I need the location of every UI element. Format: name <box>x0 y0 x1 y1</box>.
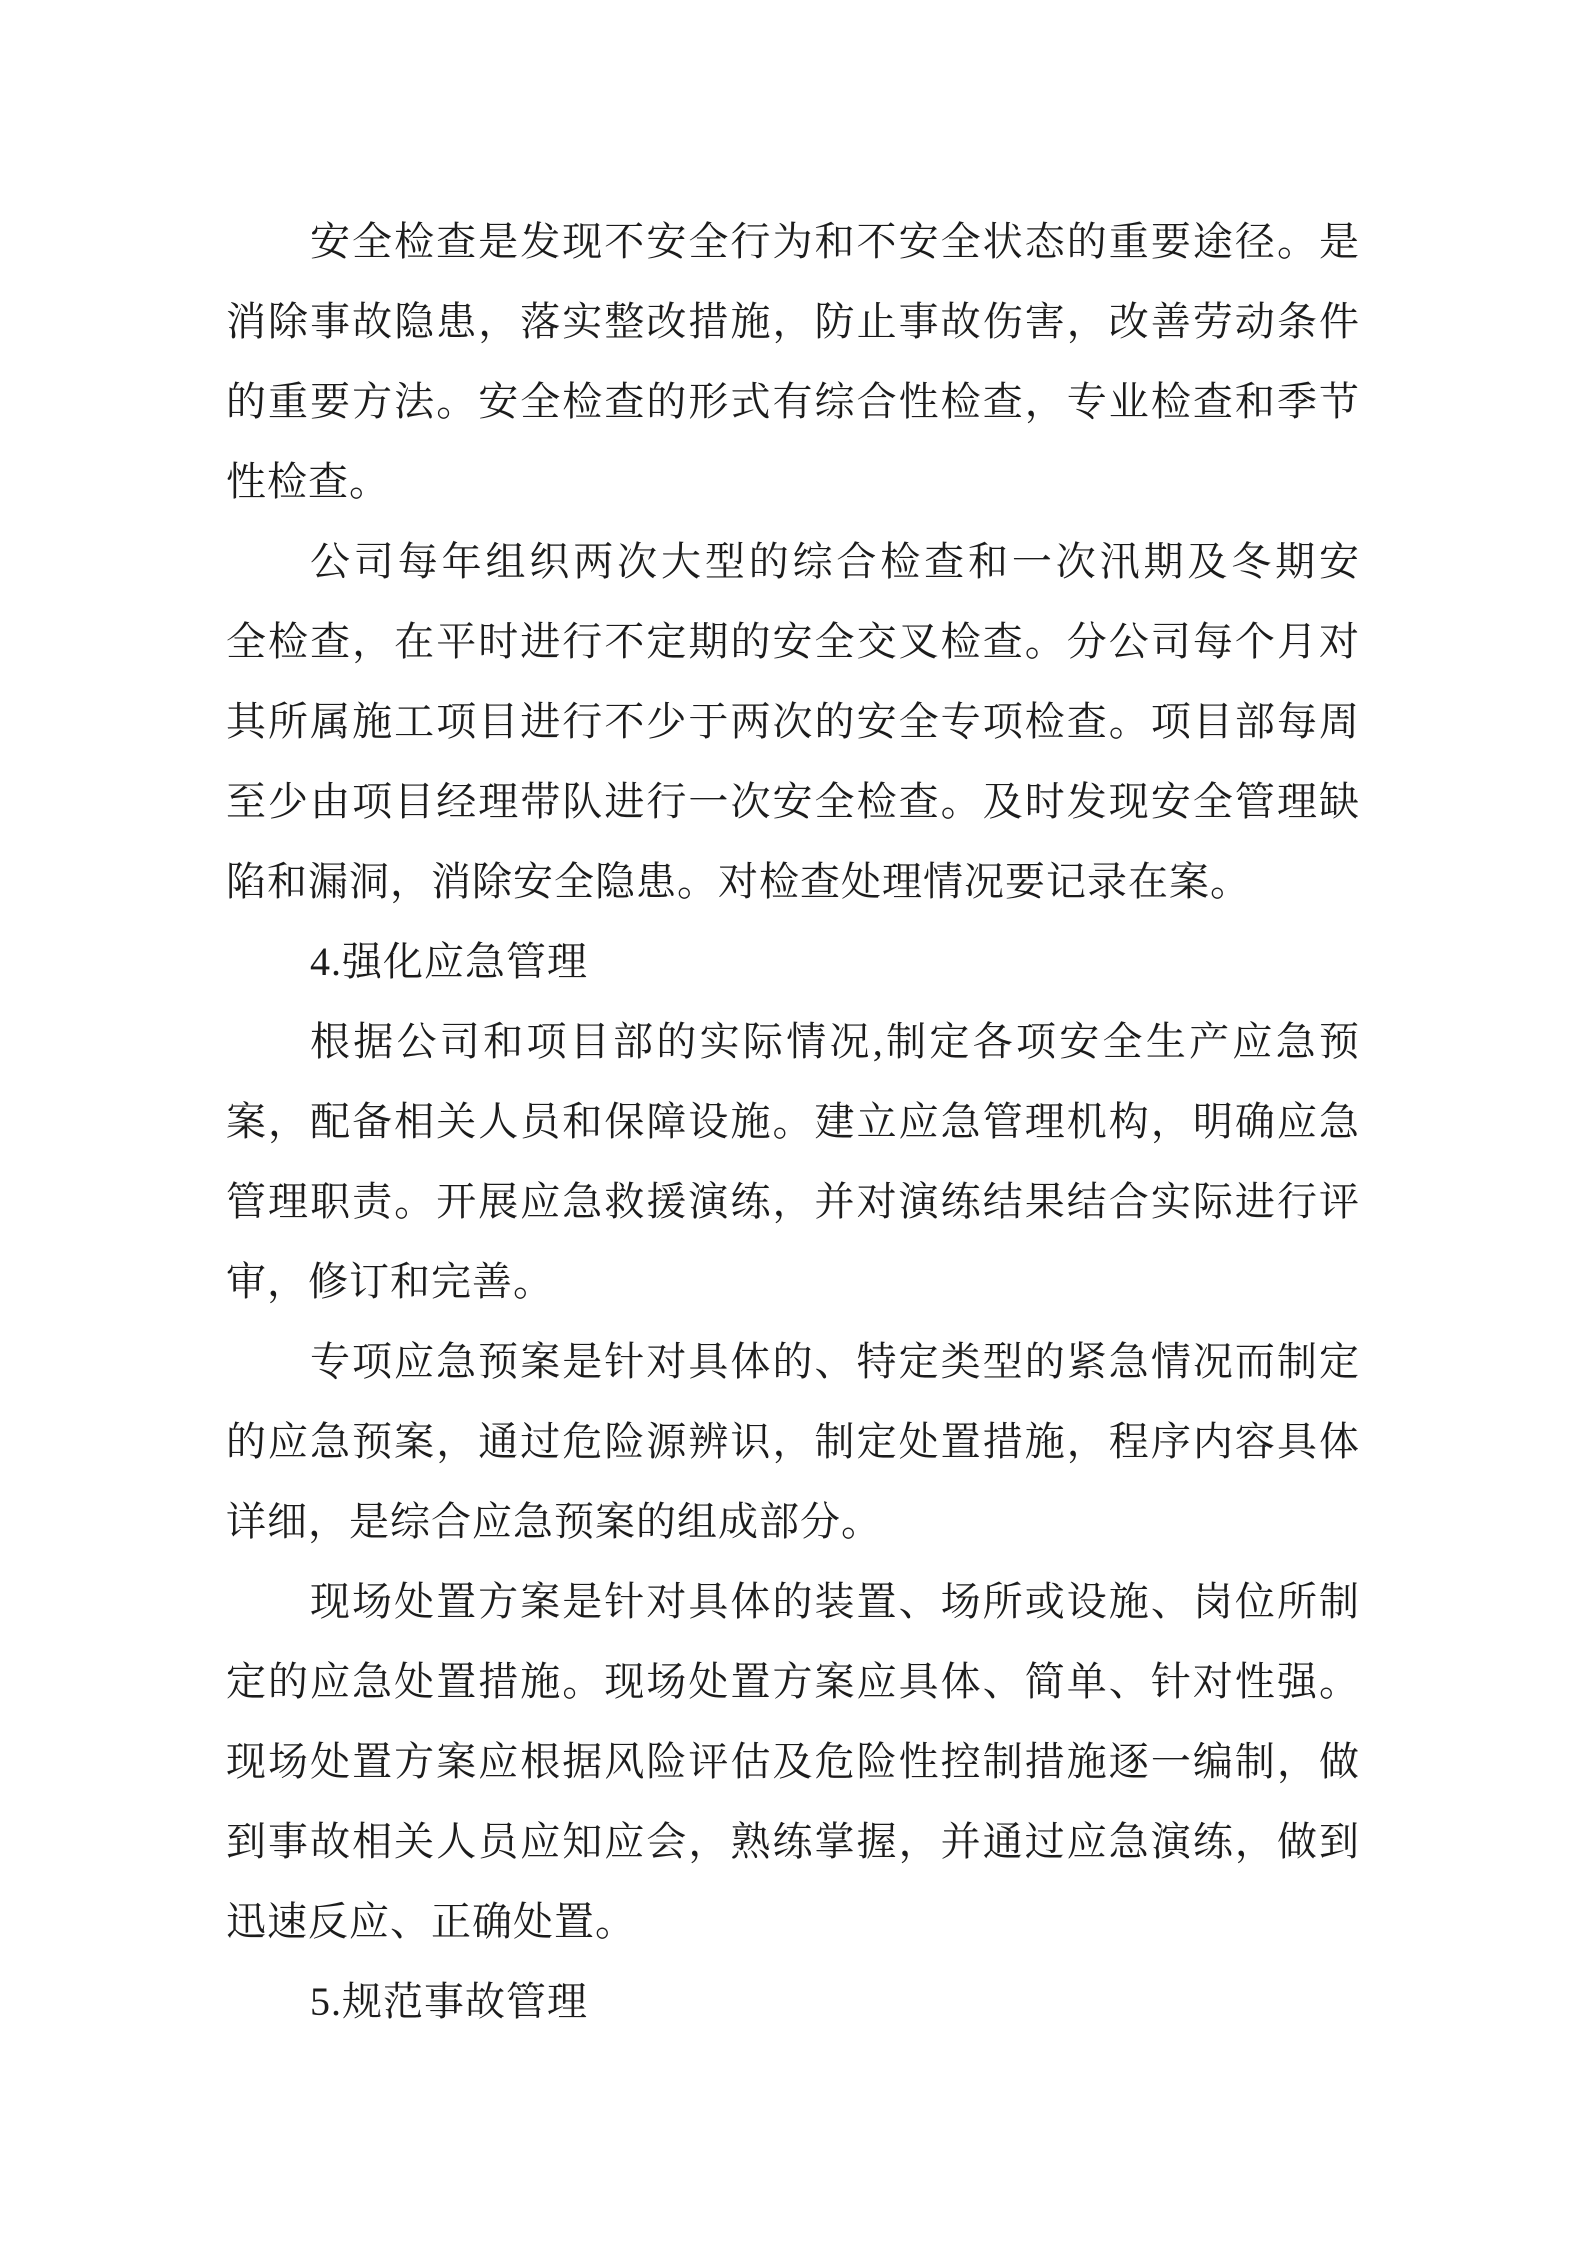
text-line: 详细，是综合应急预案的组成部分。 <box>226 1499 882 1544</box>
text-line: 安全检查是发现不安全行为和不安全状态的重要途径。是 <box>310 219 1360 264</box>
text-line: 现场处置方案是针对具体的装置、场所或设施、岗位所制 <box>310 1579 1360 1624</box>
heading-line: 5.规范事故管理 <box>310 1979 588 2024</box>
text-content <box>226 202 1360 2042</box>
paragraph <box>226 522 1360 922</box>
paragraph <box>226 1002 1360 1322</box>
text-line: 性检查。 <box>226 459 390 504</box>
section-heading <box>226 922 1360 1002</box>
text-line: 至少由项目经理带队进行一次安全检查。及时发现安全管理缺 <box>226 779 1360 824</box>
text-line: 定的应急处置措施。现场处置方案应具体、简单、针对性强。 <box>226 1659 1360 1704</box>
text-line: 其所属施工项目进行不少于两次的安全专项检查。项目部每周 <box>226 699 1360 744</box>
text-line: 根据公司和项目部的实际情况,制定各项安全生产应急预 <box>310 1019 1360 1064</box>
text-line: 管理职责。开展应急救援演练，并对演练结果结合实际进行评 <box>226 1179 1360 1224</box>
text-line: 的重要方法。安全检查的形式有综合性检查，专业检查和季节 <box>226 379 1360 424</box>
text-line: 迅速反应、正确处置。 <box>226 1899 636 1944</box>
text-line: 专项应急预案是针对具体的、特定类型的紧急情况而制定 <box>310 1339 1360 1384</box>
text-line: 审，修订和完善。 <box>226 1259 554 1304</box>
paragraph <box>226 1322 1360 1562</box>
heading-line: 4.强化应急管理 <box>310 939 588 984</box>
section-heading <box>226 1962 1360 2042</box>
text-line: 现场处置方案应根据风险评估及危险性控制措施逐一编制，做 <box>226 1739 1360 1784</box>
text-line: 消除事故隐患，落实整改措施，防止事故伤害，改善劳动条件 <box>226 299 1360 344</box>
text-line: 到事故相关人员应知应会，熟练掌握，并通过应急演练，做到 <box>226 1819 1360 1864</box>
text-line: 陷和漏洞，消除安全隐患。对检查处理情况要记录在案。 <box>226 859 1251 904</box>
paragraph <box>226 202 1360 522</box>
paragraph <box>226 1562 1360 1962</box>
text-line: 公司每年组织两次大型的综合检查和一次汛期及冬期安 <box>310 539 1360 584</box>
text-line: 案，配备相关人员和保障设施。建立应急管理机构，明确应急 <box>226 1099 1360 1144</box>
text-line: 全检查，在平时进行不定期的安全交叉检查。分公司每个月对 <box>226 619 1360 664</box>
text-line: 的应急预案，通过危险源辨识，制定处置措施，程序内容具体 <box>226 1419 1360 1464</box>
